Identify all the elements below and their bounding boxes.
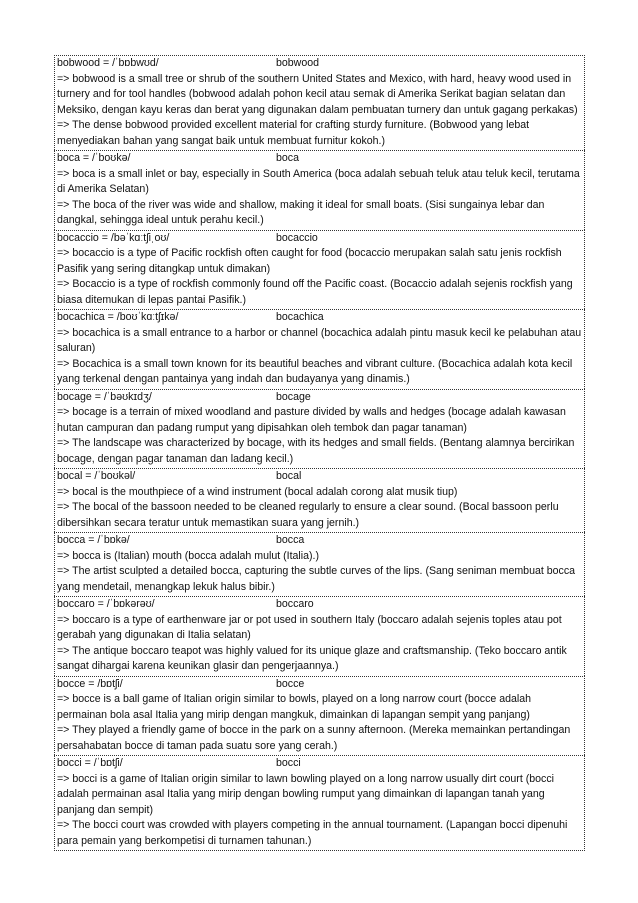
vocab-entry (54, 230, 585, 310)
vocab-entry (54, 150, 585, 230)
definition: => bocage is a terrain of mixed woodland and pasture divided by walls and hedges (bocage adalah kawasan hutan campuran dan padang rumput yang dipisahkan oleh tembok dan pagar tanaman) (57, 406, 566, 434)
example-sentence: => Bocaccio is a type of rockfish commonly found off the Pacific coast. (Bocaccio adalah sejenis rockfish yang biasa ditemukan di lepas pantai Pasifik.) (57, 278, 573, 306)
headword: bocce (276, 677, 305, 690)
pronunciation: bocci = /ˈbɒtʃi/ (57, 757, 123, 769)
pronunciation: bocce = /bɒtʃi/ (57, 677, 123, 690)
definition: => bocca is (Italian) mouth (bocca adalah mulut (Italia).) (57, 549, 320, 562)
headword: bobwood (276, 57, 320, 69)
definition: => bocce is a ball game of Italian origin similar to bowls, played on a long narrow court (bocce adalah permainan bola asal Italia yang mirip dengan mangkuk, dimainkan di lapangan sempit yang panjang) (57, 693, 532, 721)
pronunciation: bocachica = /boʊˈkɑːtʃɪkə/ (57, 311, 179, 323)
example-sentence: => The landscape was characterized by bocage, with its hedges and small fields. (Bentang alamnya bercirikan bocage, dengan pagar tanaman dan ladang kecil.) (57, 437, 575, 465)
example-sentence: => The bocal of the bassoon needed to be cleaned regularly to ensure a clear sound. (Bocal bassoon perlu dibersihkan secara teratur untuk memastikan suara yang jernih.) (57, 501, 559, 529)
example-sentence: => The boca of the river was wide and shallow, making it ideal for small boats. (Sisi sungainya lebar dan dangkal, sehingga ideal untuk perahu kecil.) (57, 198, 545, 226)
headword: bocaccio (276, 231, 318, 244)
entry-heading (57, 469, 582, 485)
vocab-entry (54, 468, 585, 532)
definition: => boca is a small inlet or bay, especially in South America (boca adalah sebuah teluk atau teluk kecil, terutama di Amerika Selatan) (57, 167, 580, 195)
pronunciation: boccaro = /ˈbɒkərəʊ/ (57, 598, 155, 610)
entry-heading (57, 151, 582, 167)
entry-heading (57, 597, 582, 613)
vocab-entry (54, 755, 585, 851)
headword: boca (276, 152, 299, 164)
vocabulary-list (54, 55, 585, 851)
headword: bocci (276, 757, 301, 769)
headword: bocachica (276, 311, 324, 323)
example-sentence: => The antique boccaro teapot was highly valued for its unique glaze and craftsmanship. (Teko boccaro antik sangat dihargai karena keunikan glasir dan pengerjaannya.) (57, 644, 567, 672)
definition: => bocal is the mouthpiece of a wind instrument (bocal adalah corong alat musik tiup) (57, 485, 458, 498)
pronunciation: boca = /ˈboʊkə/ (57, 152, 131, 164)
example-sentence: => The artist sculpted a detailed bocca, capturing the subtle curves of the lips. (Sang seniman membuat bocca yang mendetail, menangkap lekuk halus bibir.) (57, 565, 576, 593)
vocab-entry (54, 596, 585, 676)
pronunciation: bocal = /ˈboʊkəl/ (57, 470, 136, 482)
headword: bocal (276, 470, 302, 482)
entry-heading (57, 231, 582, 247)
entry-heading (57, 677, 582, 693)
entry-heading (57, 533, 582, 549)
definition: => bocaccio is a type of Pacific rockfish often caught for food (bocaccio merupakan salah satu jenis rockfish Pasifik yang sering ditangkap untuk dimakan) (57, 247, 562, 275)
example-sentence: => Bocachica is a small town known for its beautiful beaches and vibrant culture. (Bocachica adalah kota kecil yang terkenal dengan pantainya yang indah dan budayanya yang dinamis.) (57, 357, 573, 385)
entry-heading (57, 390, 582, 406)
definition: => bobwood is a small tree or shrub of the southern United States and Mexico, with hard, heavy wood used in turnery and for tool handles (bobwood adalah pohon kecil atau semak di Amerika Serikat bagian selatan dan Meksiko, dengan kayu keras dan berat yang digunakan dalam pembuatan turnery dan untuk gagang perkakas) (57, 72, 578, 116)
example-sentence: => The bocci court was crowded with players competing in the annual tournament. (Lapangan bocci dipenuhi para pemain yang berkompetisi di turnamen tahunan.) (57, 819, 568, 847)
vocab-entry (54, 676, 585, 756)
definition: => bocci is a game of Italian origin similar to lawn bowling played on a long narrow usually dirt court (bocci adalah permainan asal Italia yang mirip dengan bowling rumput yang dimainkan di lapangan tanah yang panjang dan sempit) (57, 772, 554, 816)
entry-heading (57, 756, 582, 772)
entry-heading (57, 310, 582, 326)
entry-heading (57, 56, 582, 72)
example-sentence: => The dense bobwood provided excellent material for crafting sturdy furniture. (Bobwood yang lebat menyediakan bahan yang sangat baik untuk membuat furnitur kokoh.) (57, 119, 530, 147)
example-sentence: => They played a friendly game of bocce in the park on a sunny afternoon. (Mereka memainkan pertandingan persahabatan bocce di taman pada suatu sore yang cerah.) (57, 724, 571, 752)
pronunciation: bocaccio = /bəˈkɑːtʃiˌoʊ/ (57, 231, 170, 244)
pronunciation: bocage = /ˈbəʊkɪdʒ/ (57, 390, 152, 403)
vocab-entry (54, 55, 585, 150)
headword: boccaro (276, 598, 314, 610)
vocab-entry (54, 389, 585, 469)
headword: bocage (276, 390, 311, 403)
pronunciation: bobwood = /ˈbɒbwʊd/ (57, 57, 159, 69)
headword: bocca (276, 534, 305, 546)
vocab-entry (54, 532, 585, 596)
pronunciation: bocca = /ˈbɒkə/ (57, 534, 130, 546)
definition: => bocachica is a small entrance to a harbor or channel (bocachica adalah pintu masuk kecil ke pelabuhan atau saluran) (57, 326, 582, 354)
vocab-entry (54, 309, 585, 389)
definition: => boccaro is a type of earthenware jar or pot used in southern Italy (boccaro adalah sejenis toples atau pot gerabah yang digunakan di Italia selatan) (57, 613, 562, 641)
